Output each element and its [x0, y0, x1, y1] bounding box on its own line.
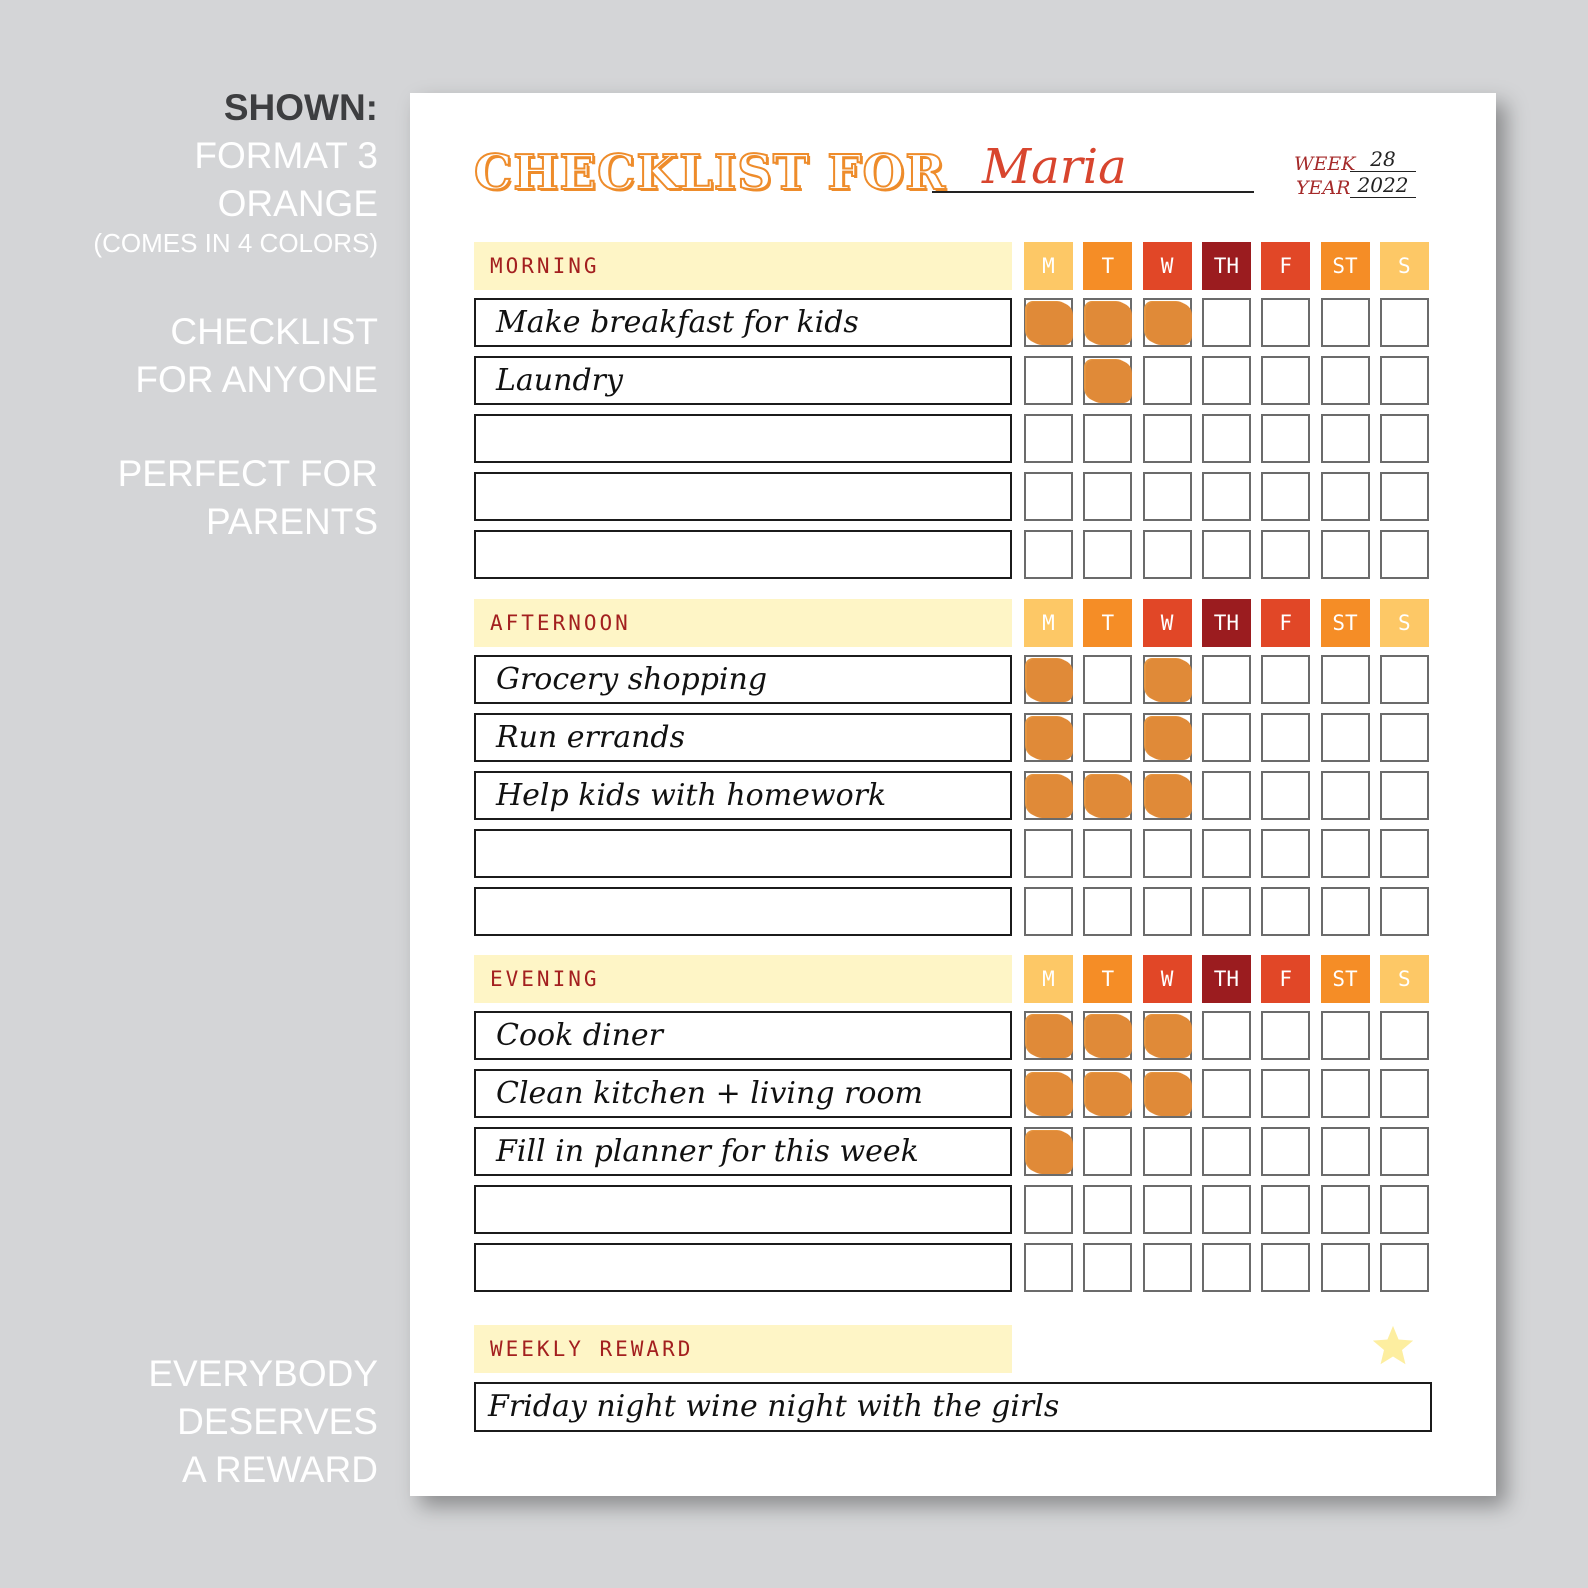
week-value[interactable]: 28: [1350, 147, 1416, 172]
day-header-f: F: [1261, 955, 1310, 1003]
day-checkbox[interactable]: [1261, 713, 1310, 762]
day-header-f: F: [1261, 599, 1310, 647]
day-header-st: ST: [1321, 242, 1370, 290]
day-checkbox[interactable]: [1380, 655, 1429, 704]
day-checkbox[interactable]: [1202, 771, 1251, 820]
day-checkbox[interactable]: [1143, 298, 1192, 347]
day-checkbox[interactable]: [1202, 1243, 1251, 1292]
day-checkbox[interactable]: [1024, 1185, 1073, 1234]
task-field[interactable]: Run errands: [474, 713, 1012, 762]
section-header-morning: MORNING: [474, 242, 1012, 290]
day-checkbox[interactable]: [1380, 472, 1429, 521]
done-mark: [1086, 1073, 1130, 1115]
promo-shown-label: SHOWN:: [223, 87, 378, 128]
day-checkbox[interactable]: [1261, 414, 1310, 463]
day-checkbox[interactable]: [1143, 829, 1192, 878]
day-header-m: M: [1024, 242, 1073, 290]
promo-line: EVERYBODY: [148, 1353, 378, 1394]
day-checkbox[interactable]: [1202, 356, 1251, 405]
task-field[interactable]: Fill in planner for this week: [474, 1127, 1012, 1176]
day-checkbox[interactable]: [1380, 356, 1429, 405]
day-checkbox[interactable]: [1083, 472, 1132, 521]
day-checkbox[interactable]: [1261, 1185, 1310, 1234]
day-checkbox[interactable]: [1261, 530, 1310, 579]
day-checkbox[interactable]: [1261, 829, 1310, 878]
day-header-t: T: [1083, 242, 1132, 290]
day-checkbox[interactable]: [1083, 1011, 1132, 1060]
day-checkbox[interactable]: [1202, 1011, 1251, 1060]
day-checkbox[interactable]: [1321, 771, 1370, 820]
day-checkbox[interactable]: [1083, 1127, 1132, 1176]
day-checkbox[interactable]: [1083, 1185, 1132, 1234]
day-header-w: W: [1143, 599, 1192, 647]
day-checkbox[interactable]: [1024, 1011, 1073, 1060]
promo-line: PERFECT FOR: [117, 453, 378, 494]
day-checkbox[interactable]: [1143, 1185, 1192, 1234]
day-checkbox[interactable]: [1143, 414, 1192, 463]
done-mark: [1027, 775, 1071, 817]
done-mark: [1146, 1015, 1190, 1057]
day-checkbox[interactable]: [1380, 1243, 1429, 1292]
day-checkbox[interactable]: [1024, 1243, 1073, 1292]
day-checkbox[interactable]: [1083, 887, 1132, 936]
week-label: WEEK: [1294, 153, 1356, 175]
done-mark: [1027, 717, 1071, 759]
year-value[interactable]: 2022: [1350, 173, 1416, 198]
done-mark: [1146, 717, 1190, 759]
day-checkbox[interactable]: [1380, 1011, 1429, 1060]
done-mark: [1027, 1073, 1071, 1115]
day-checkbox[interactable]: [1321, 356, 1370, 405]
day-checkbox[interactable]: [1261, 1243, 1310, 1292]
promo-format: FORMAT 3: [194, 135, 378, 176]
task-field[interactable]: [474, 1243, 1012, 1292]
day-checkbox[interactable]: [1083, 655, 1132, 704]
day-checkbox[interactable]: [1380, 829, 1429, 878]
day-checkbox[interactable]: [1380, 887, 1429, 936]
day-checkbox[interactable]: [1380, 1127, 1429, 1176]
day-checkbox[interactable]: [1380, 1185, 1429, 1234]
day-checkbox[interactable]: [1202, 472, 1251, 521]
day-checkbox[interactable]: [1380, 1069, 1429, 1118]
sheet-title: CHECKLIST FOR: [474, 145, 947, 201]
done-mark: [1146, 1073, 1190, 1115]
done-mark: [1086, 302, 1130, 344]
checklist-sheet: [410, 93, 1496, 1496]
day-header-th: TH: [1202, 599, 1251, 647]
promo-line: A REWARD: [182, 1449, 378, 1490]
promo-color: ORANGE: [217, 183, 378, 224]
day-checkbox[interactable]: [1321, 1127, 1370, 1176]
task-field[interactable]: [474, 887, 1012, 936]
day-checkbox[interactable]: [1083, 298, 1132, 347]
day-checkbox[interactable]: [1143, 887, 1192, 936]
done-mark: [1146, 302, 1190, 344]
task-field[interactable]: Clean kitchen + living room: [474, 1069, 1012, 1118]
done-mark: [1027, 1015, 1071, 1057]
day-checkbox[interactable]: [1321, 1243, 1370, 1292]
day-checkbox[interactable]: [1202, 1127, 1251, 1176]
task-field[interactable]: Grocery shopping: [474, 655, 1012, 704]
day-header-f: F: [1261, 242, 1310, 290]
year-label: YEAR: [1296, 177, 1351, 199]
day-checkbox[interactable]: [1380, 298, 1429, 347]
day-checkbox[interactable]: [1321, 414, 1370, 463]
day-header-t: T: [1083, 599, 1132, 647]
day-checkbox[interactable]: [1321, 472, 1370, 521]
day-checkbox[interactable]: [1261, 1127, 1310, 1176]
day-checkbox[interactable]: [1380, 771, 1429, 820]
done-mark: [1146, 775, 1190, 817]
day-checkbox[interactable]: [1261, 887, 1310, 936]
day-header-m: M: [1024, 955, 1073, 1003]
day-checkbox[interactable]: [1083, 829, 1132, 878]
day-checkbox[interactable]: [1202, 1185, 1251, 1234]
task-field[interactable]: [474, 472, 1012, 521]
day-checkbox[interactable]: [1024, 713, 1073, 762]
promo-format-block: [93, 84, 378, 258]
day-checkbox[interactable]: [1321, 829, 1370, 878]
day-checkbox[interactable]: [1202, 655, 1251, 704]
day-checkbox[interactable]: [1024, 1127, 1073, 1176]
task-field[interactable]: Help kids with homework: [474, 771, 1012, 820]
day-checkbox[interactable]: [1143, 655, 1192, 704]
day-checkbox[interactable]: [1143, 1011, 1192, 1060]
day-checkbox[interactable]: [1143, 713, 1192, 762]
day-checkbox[interactable]: [1321, 655, 1370, 704]
done-mark: [1146, 659, 1190, 701]
day-checkbox[interactable]: [1024, 771, 1073, 820]
day-checkbox[interactable]: [1024, 356, 1073, 405]
day-checkbox[interactable]: [1024, 298, 1073, 347]
day-checkbox[interactable]: [1024, 414, 1073, 463]
day-checkbox[interactable]: [1202, 829, 1251, 878]
day-checkbox[interactable]: [1143, 1069, 1192, 1118]
day-header-t: T: [1083, 955, 1132, 1003]
day-checkbox[interactable]: [1261, 298, 1310, 347]
day-checkbox[interactable]: [1024, 472, 1073, 521]
done-mark: [1027, 659, 1071, 701]
day-checkbox[interactable]: [1261, 1011, 1310, 1060]
task-field[interactable]: [474, 1185, 1012, 1234]
day-header-st: ST: [1321, 599, 1370, 647]
promo-checklist-block: [135, 308, 378, 404]
day-checkbox[interactable]: [1321, 887, 1370, 936]
day-checkbox[interactable]: [1261, 655, 1310, 704]
done-mark: [1086, 775, 1130, 817]
day-header-w: W: [1143, 955, 1192, 1003]
owner-name[interactable]: Maria: [982, 139, 1127, 195]
task-field[interactable]: Cook diner: [474, 1011, 1012, 1060]
day-checkbox[interactable]: [1321, 1185, 1370, 1234]
day-checkbox[interactable]: [1024, 655, 1073, 704]
promo-line: PARENTS: [205, 501, 378, 542]
weekly-reward-header: WEEKLY REWARD: [474, 1325, 1012, 1373]
day-checkbox[interactable]: [1321, 713, 1370, 762]
done-mark: [1027, 1131, 1071, 1173]
day-checkbox[interactable]: [1083, 713, 1132, 762]
task-field[interactable]: [474, 530, 1012, 579]
day-checkbox[interactable]: [1024, 1069, 1073, 1118]
day-checkbox[interactable]: [1321, 298, 1370, 347]
day-header-s: S: [1380, 955, 1429, 1003]
day-checkbox[interactable]: [1083, 1069, 1132, 1118]
promo-reward-block: [148, 1350, 378, 1494]
day-checkbox[interactable]: [1321, 1069, 1370, 1118]
day-checkbox[interactable]: [1261, 771, 1310, 820]
promo-parents-block: [118, 450, 378, 546]
day-checkbox[interactable]: [1202, 713, 1251, 762]
day-checkbox[interactable]: [1143, 1243, 1192, 1292]
weekly-reward-field[interactable]: Friday night wine night with the girls: [474, 1382, 1432, 1432]
day-checkbox[interactable]: [1083, 356, 1132, 405]
promo-line: DESERVES: [177, 1401, 378, 1442]
task-field[interactable]: Make breakfast for kids: [474, 298, 1012, 347]
day-checkbox[interactable]: [1380, 414, 1429, 463]
day-checkbox[interactable]: [1321, 1011, 1370, 1060]
day-checkbox[interactable]: [1083, 771, 1132, 820]
day-checkbox[interactable]: [1143, 1127, 1192, 1176]
day-checkbox[interactable]: [1380, 713, 1429, 762]
day-header-w: W: [1143, 242, 1192, 290]
day-checkbox[interactable]: [1202, 530, 1251, 579]
day-checkbox[interactable]: [1202, 1069, 1251, 1118]
day-checkbox[interactable]: [1143, 771, 1192, 820]
day-checkbox[interactable]: [1202, 414, 1251, 463]
day-header-s: S: [1380, 242, 1429, 290]
day-checkbox[interactable]: [1024, 829, 1073, 878]
section-header-afternoon: AFTERNOON: [474, 599, 1012, 647]
day-checkbox[interactable]: [1261, 356, 1310, 405]
done-mark: [1086, 1015, 1130, 1057]
promo-colors-note: (COMES IN 4 COLORS): [93, 228, 378, 258]
day-checkbox[interactable]: [1024, 530, 1073, 579]
day-checkbox[interactable]: [1202, 887, 1251, 936]
day-checkbox[interactable]: [1083, 414, 1132, 463]
promo-line: CHECKLIST: [170, 311, 378, 352]
day-header-st: ST: [1321, 955, 1370, 1003]
day-checkbox[interactable]: [1024, 887, 1073, 936]
done-mark: [1086, 360, 1130, 402]
day-checkbox[interactable]: [1261, 1069, 1310, 1118]
day-checkbox[interactable]: [1143, 356, 1192, 405]
day-header-th: TH: [1202, 955, 1251, 1003]
day-checkbox[interactable]: [1083, 1243, 1132, 1292]
day-header-s: S: [1380, 599, 1429, 647]
day-checkbox[interactable]: [1202, 298, 1251, 347]
done-mark: [1027, 302, 1071, 344]
task-field[interactable]: Laundry: [474, 356, 1012, 405]
day-checkbox[interactable]: [1261, 472, 1310, 521]
star-icon: [1370, 1323, 1416, 1369]
day-checkbox[interactable]: [1083, 530, 1132, 579]
day-header-th: TH: [1202, 242, 1251, 290]
day-checkbox[interactable]: [1143, 472, 1192, 521]
section-header-evening: EVENING: [474, 955, 1012, 1003]
task-field[interactable]: [474, 829, 1012, 878]
task-field[interactable]: [474, 414, 1012, 463]
day-checkbox[interactable]: [1321, 530, 1370, 579]
promo-line: FOR ANYONE: [135, 359, 378, 400]
day-checkbox[interactable]: [1380, 530, 1429, 579]
day-checkbox[interactable]: [1143, 530, 1192, 579]
day-header-m: M: [1024, 599, 1073, 647]
